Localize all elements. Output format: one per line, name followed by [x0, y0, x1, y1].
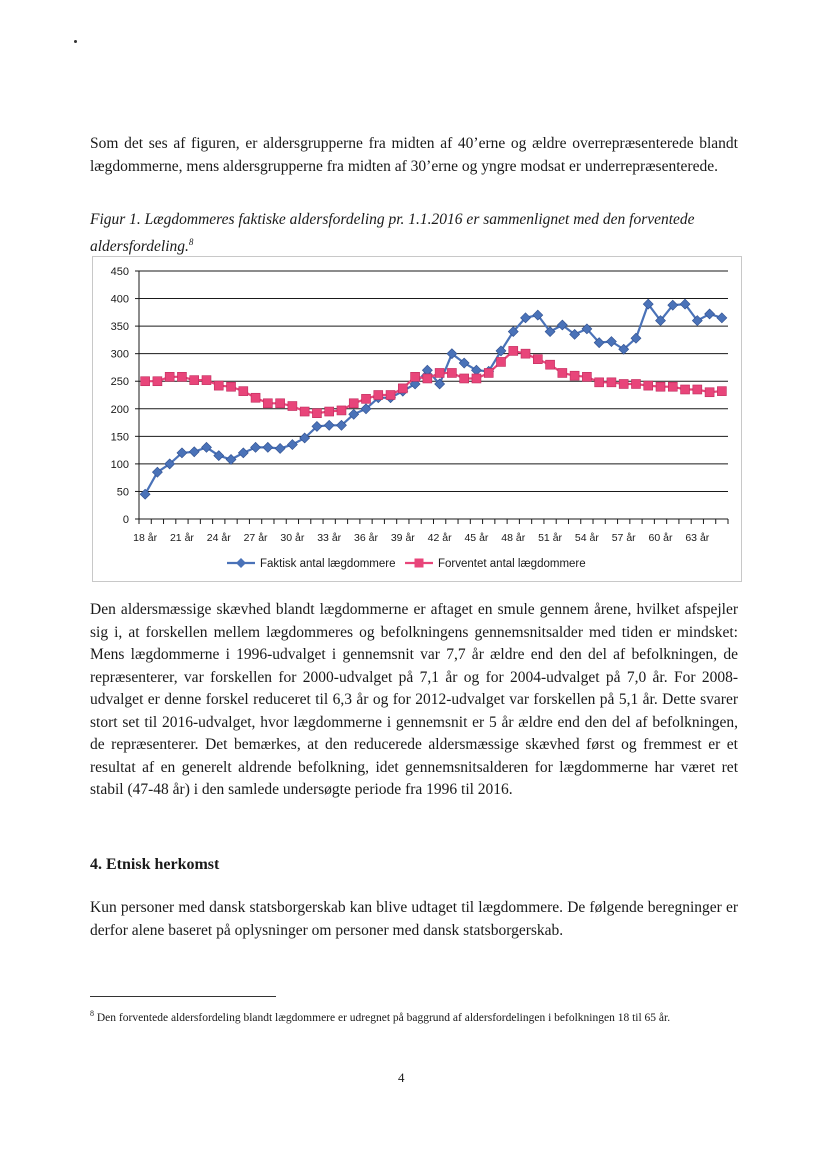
- data-point-expected: [582, 372, 591, 381]
- data-point-actual: [263, 442, 273, 452]
- y-tick-label: 250: [110, 376, 129, 389]
- data-point-expected: [607, 378, 616, 387]
- x-tick-label: 42 år: [427, 532, 452, 544]
- figure-caption-text: Figur 1. Lægdommeres faktiske aldersfordeling pr. 1.1.2016 er sammenlignet med den forventede aldersfordeling.: [90, 211, 695, 256]
- data-point-expected: [496, 357, 505, 366]
- data-point-actual: [275, 443, 285, 453]
- footnote: [90, 1006, 738, 1026]
- x-tick-label: 57 år: [611, 532, 636, 544]
- data-point-actual: [717, 313, 727, 323]
- data-point-expected: [460, 374, 469, 383]
- data-point-expected: [693, 385, 702, 394]
- data-point-expected: [263, 399, 272, 408]
- data-point-expected: [312, 409, 321, 418]
- body-paragraph: Den aldersmæssige skævhed blandt lægdommerne er aftaget en smule gennem årene, hvilket afspejler sig i, at forskellen mellem lægdommeres og befolkningens gennemsnitsalder med tiden er mindsket: Mens lægdommerne i 1996-udvalget i gennemsnit var 7,7 år ældre end den del af befolkningen, de repræsenterer, var forskellen for 2000-udvalget på 7,1 år og for 2004-udvalget på 7,0 år. For 2008-udvalget er denne forskel reduceret til 6,3 år og for 2012-udvalget var forskellen på 5,1 år. Dette svarer stort set til 2016-udvalget, hvor lægdommerne i gennemsnit er 5 år ældre end den del af befolkningen, de repræsenterer. Det bemærkes, at den reducerede aldersmæssige skævhed først og fremmest er et resultat af en generelt aldrende befolkning, idet gennemsnitsalderen for lægdommerne har været ret stabil (47-48 år) i den samlede undersøgte periode fra 1996 til 2016.: [90, 601, 738, 798]
- footnote-text: Den forventede aldersfordeling blandt lægdommere er udregnet på baggrund af aldersfordelingen i befolkningen 18 til 65 år.: [96, 1011, 671, 1024]
- data-point-actual: [140, 489, 150, 499]
- data-point-expected: [325, 407, 334, 416]
- data-point-expected: [386, 391, 395, 400]
- intro-paragraph: Som det ses af figuren, er aldersgrupperne fra midten af 40’erne og ældre overrepræsenterede blandt lægdommerne, mens aldersgrupperne fra midten af 30’erne og yngre modsat er underrepræsenterede.: [90, 135, 738, 175]
- age-distribution-chart: [92, 256, 742, 582]
- data-point-expected: [423, 374, 432, 383]
- data-point-expected: [349, 399, 358, 408]
- data-point-actual: [324, 420, 334, 430]
- data-point-expected: [337, 406, 346, 415]
- data-point-actual: [226, 454, 236, 464]
- data-point-actual: [189, 447, 199, 457]
- legend-marker-actual: [236, 558, 246, 568]
- x-tick-label: 27 år: [243, 532, 268, 544]
- chart-svg: [93, 257, 741, 581]
- figure-caption-footnote-ref: 8: [188, 237, 194, 247]
- data-point-expected: [681, 385, 690, 394]
- data-point-expected: [435, 368, 444, 377]
- page-number: 4: [398, 1070, 405, 1085]
- data-point-expected: [227, 382, 236, 391]
- y-tick-label: 0: [122, 514, 129, 526]
- data-point-expected: [165, 372, 174, 381]
- footnote-divider: [90, 996, 276, 997]
- y-tick-label: 100: [110, 458, 129, 471]
- x-tick-label: 60 år: [648, 532, 673, 544]
- data-point-expected: [398, 384, 407, 393]
- x-tick-label: 30 år: [280, 532, 305, 544]
- data-point-expected: [484, 368, 493, 377]
- x-tick-label: 36 år: [354, 532, 378, 544]
- data-point-expected: [705, 388, 714, 397]
- footnote-ref: 8: [90, 1009, 94, 1018]
- section-heading: 4. Etnisk herkomst: [90, 856, 220, 873]
- y-tick-label: 200: [110, 403, 129, 416]
- legend-marker-expected: [415, 559, 424, 568]
- x-tick-label: 18 år: [133, 532, 158, 544]
- data-point-expected: [214, 381, 223, 390]
- data-point-expected: [521, 349, 530, 358]
- data-point-expected: [533, 355, 542, 364]
- data-point-expected: [202, 376, 211, 385]
- data-point-expected: [251, 393, 260, 402]
- data-point-expected: [362, 394, 371, 403]
- data-point-expected: [300, 407, 309, 416]
- x-tick-label: 54 år: [574, 532, 599, 544]
- data-point-actual: [705, 309, 715, 319]
- data-point-expected: [288, 402, 297, 411]
- data-point-expected: [619, 379, 628, 388]
- data-point-expected: [239, 387, 248, 396]
- data-point-expected: [141, 377, 150, 386]
- data-point-expected: [656, 382, 665, 391]
- data-point-expected: [558, 368, 567, 377]
- data-point-expected: [190, 376, 199, 385]
- data-point-expected: [177, 372, 186, 381]
- data-point-expected: [717, 387, 726, 396]
- section-paragraph: Kun personer med dansk statsborgerskab kan blive udtaget til lægdommere. De følgende beregninger er derfor alene baseret på oplysninger om personer med dansk statsborgerskab.: [90, 899, 738, 939]
- data-point-actual: [251, 442, 261, 452]
- data-point-expected: [153, 377, 162, 386]
- figure-caption: [90, 209, 740, 258]
- data-point-expected: [570, 371, 579, 380]
- legend-label: Forventet antal lægdommere: [438, 558, 586, 570]
- x-tick-label: 21 år: [169, 532, 194, 544]
- data-point-expected: [546, 360, 555, 369]
- data-point-expected: [276, 399, 285, 408]
- data-point-expected: [631, 379, 640, 388]
- data-point-expected: [509, 346, 518, 355]
- series-line-1: [145, 304, 722, 494]
- x-tick-label: 45 år: [464, 532, 489, 544]
- y-tick-label: 450: [110, 266, 129, 278]
- data-point-expected: [447, 368, 456, 377]
- data-point-actual: [606, 337, 616, 347]
- data-point-expected: [374, 391, 383, 400]
- data-point-expected: [668, 382, 677, 391]
- x-tick-label: 33 år: [317, 532, 342, 544]
- x-tick-label: 63 år: [685, 532, 710, 544]
- y-tick-label: 50: [116, 486, 129, 499]
- data-point-actual: [238, 448, 248, 458]
- data-point-expected: [595, 378, 604, 387]
- data-point-actual: [287, 440, 297, 450]
- data-point-expected: [472, 374, 481, 383]
- y-tick-label: 400: [110, 293, 129, 306]
- y-tick-label: 350: [110, 321, 129, 334]
- y-tick-label: 150: [110, 431, 129, 444]
- x-tick-label: 51 år: [538, 532, 563, 544]
- x-tick-label: 48 år: [501, 532, 526, 544]
- stray-dot: [74, 40, 77, 43]
- data-point-expected: [411, 372, 420, 381]
- data-point-expected: [644, 381, 653, 390]
- x-tick-label: 24 år: [206, 532, 231, 544]
- legend-label: Faktisk antal lægdommere: [260, 558, 396, 570]
- y-tick-label: 300: [110, 348, 129, 361]
- x-tick-label: 39 år: [390, 532, 415, 544]
